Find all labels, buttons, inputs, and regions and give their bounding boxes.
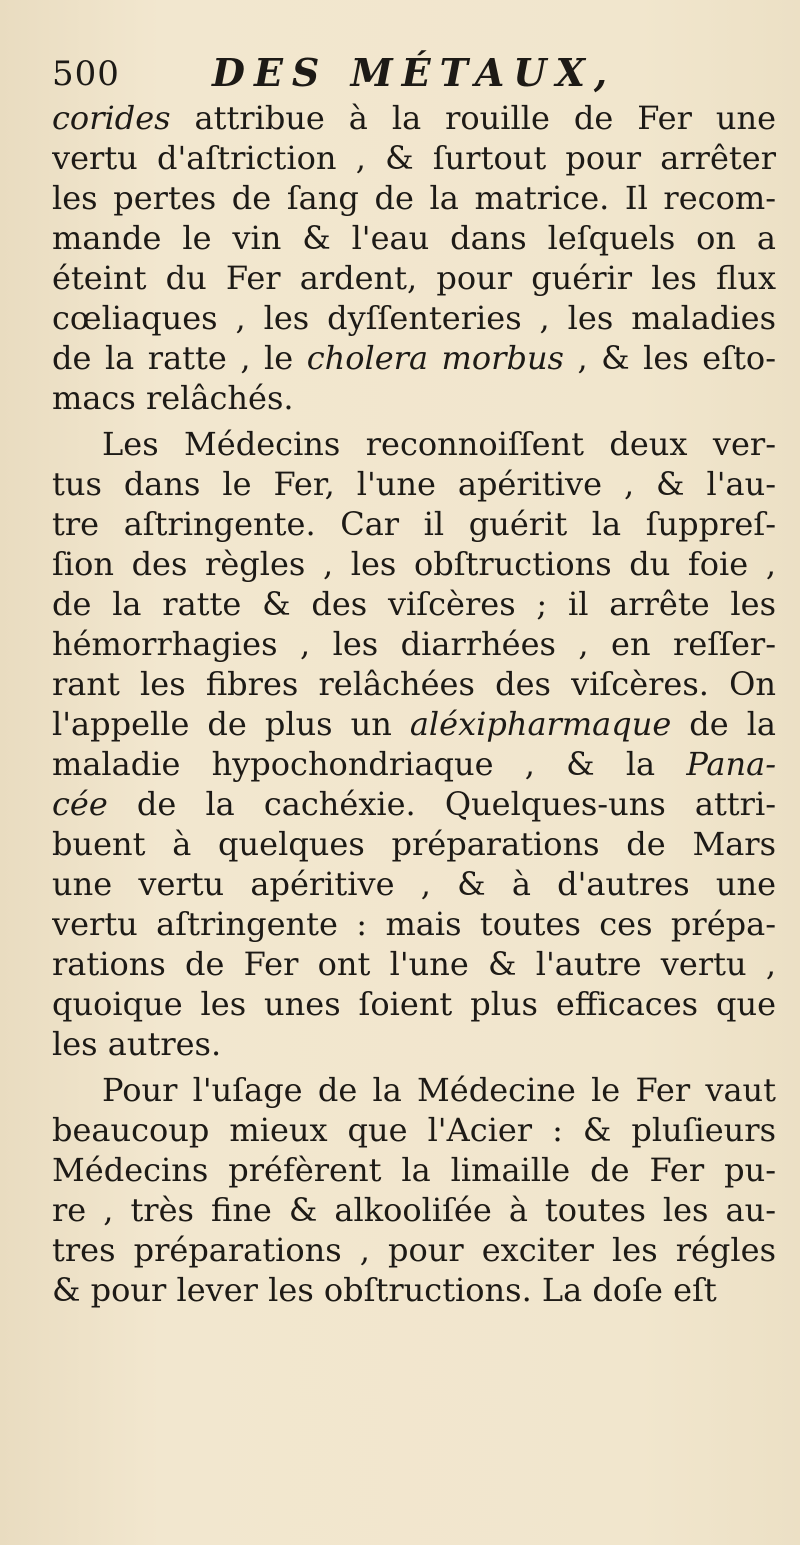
- line-text: Les Médecins reconnoiſſent deux ver-: [102, 425, 776, 463]
- line-text: de la ratte , le: [52, 339, 307, 377]
- line-text: de la ratte & des viſcères ; il arrête les: [52, 585, 776, 623]
- line-text: tres préparations , pour exciter les régles: [52, 1231, 776, 1269]
- text-line: [52, 864, 776, 904]
- text-line: [52, 258, 776, 298]
- italic-text: cée: [52, 785, 108, 823]
- text-line: [52, 1270, 776, 1310]
- text-line: [52, 138, 776, 178]
- line-text: ſion des règles , les obſtructions du foie ,: [52, 545, 776, 583]
- text-line: [52, 218, 776, 258]
- line-text: maladie hypochondriaque , & la: [52, 745, 687, 783]
- text-line: [52, 584, 776, 624]
- paragraph: [52, 1070, 776, 1310]
- text-line: [52, 298, 776, 338]
- line-text: quoique les unes ſoient plus efficaces que: [52, 985, 776, 1023]
- line-text: de la: [671, 705, 776, 743]
- text-line: [52, 1230, 776, 1270]
- text-line: [52, 744, 776, 784]
- text-line: [52, 1190, 776, 1230]
- line-text: éteint du Fer ardent, pour guérir les flux: [52, 259, 776, 297]
- line-text: les pertes de ſang de la matrice. Il recom-: [52, 179, 776, 217]
- line-text: beaucoup mieux que l'Acier : & pluſieurs: [52, 1111, 776, 1149]
- text-line: [52, 1024, 776, 1064]
- text-line: [52, 338, 776, 378]
- line-text: de la cachéxie. Quelques-uns attri-: [107, 785, 776, 823]
- italic-text: Pana-: [686, 745, 776, 783]
- line-text: re , très fine & alkooliſée à toutes les au-: [52, 1191, 776, 1229]
- line-text: rant les fibres relâchées des viſcères. On: [52, 665, 776, 703]
- line-text: vertu d'aſtriction , & ſurtout pour arrêter: [52, 139, 776, 177]
- text-line: [52, 1150, 776, 1190]
- text-line: [52, 944, 776, 984]
- italic-text: cholera morbus: [306, 339, 564, 377]
- line-text: macs relâchés.: [52, 379, 294, 417]
- running-head: DES MÉTAUX,: [212, 50, 617, 95]
- text-line: [52, 984, 776, 1024]
- text-line: [52, 1110, 776, 1150]
- text-line: [52, 784, 776, 824]
- text-line: [52, 178, 776, 218]
- text-line: [52, 704, 776, 744]
- text-line: [52, 904, 776, 944]
- line-text: attribue à la rouille de Fer une: [170, 99, 776, 137]
- line-text: Médecins préfèrent la limaille de Fer pu-: [52, 1151, 776, 1189]
- text-line: [52, 624, 776, 664]
- text-body: [52, 98, 776, 1310]
- line-text: , & les eſto-: [563, 339, 776, 377]
- page-header: [52, 50, 772, 100]
- line-text: hémorrhagies , les diarrhées , en reſſer-: [52, 625, 776, 663]
- line-text: buent à quelques préparations de Mars: [52, 825, 776, 863]
- italic-text: corides: [52, 99, 171, 137]
- text-line: [52, 544, 776, 584]
- text-line: [52, 664, 776, 704]
- text-line: [52, 378, 776, 418]
- line-text: l'appelle de plus un: [52, 705, 410, 743]
- line-text: tre aſtringente. Car il guérit la ſuppreſ-: [52, 505, 776, 543]
- page-number: 500: [52, 54, 120, 94]
- line-text: les autres.: [52, 1025, 222, 1063]
- line-text: & pour lever les obſtructions. La doſe eſt: [52, 1271, 717, 1309]
- text-line: [52, 464, 776, 504]
- line-text: cœliaques , les dyſſenteries , les maladies: [52, 299, 776, 337]
- italic-text: aléxipharmaque: [409, 705, 672, 743]
- text-line: [52, 504, 776, 544]
- paragraph: [52, 98, 776, 418]
- line-text: rations de Fer ont l'une & l'autre vertu ,: [52, 945, 776, 983]
- line-text: mande le vin & l'eau dans leſquels on a: [52, 219, 776, 257]
- line-text: Pour l'uſage de la Médecine le Fer vaut: [102, 1071, 776, 1109]
- text-line: [52, 98, 776, 138]
- line-text: tus dans le Fer, l'une apéritive , & l'au-: [52, 465, 776, 503]
- line-text: vertu aſtringente : mais toutes ces prépa-: [52, 905, 776, 943]
- text-line: [52, 824, 776, 864]
- line-text: une vertu apéritive , & à d'autres une: [52, 865, 776, 903]
- paragraph: [52, 424, 776, 1064]
- text-line: [52, 1070, 776, 1110]
- text-line: [52, 424, 776, 464]
